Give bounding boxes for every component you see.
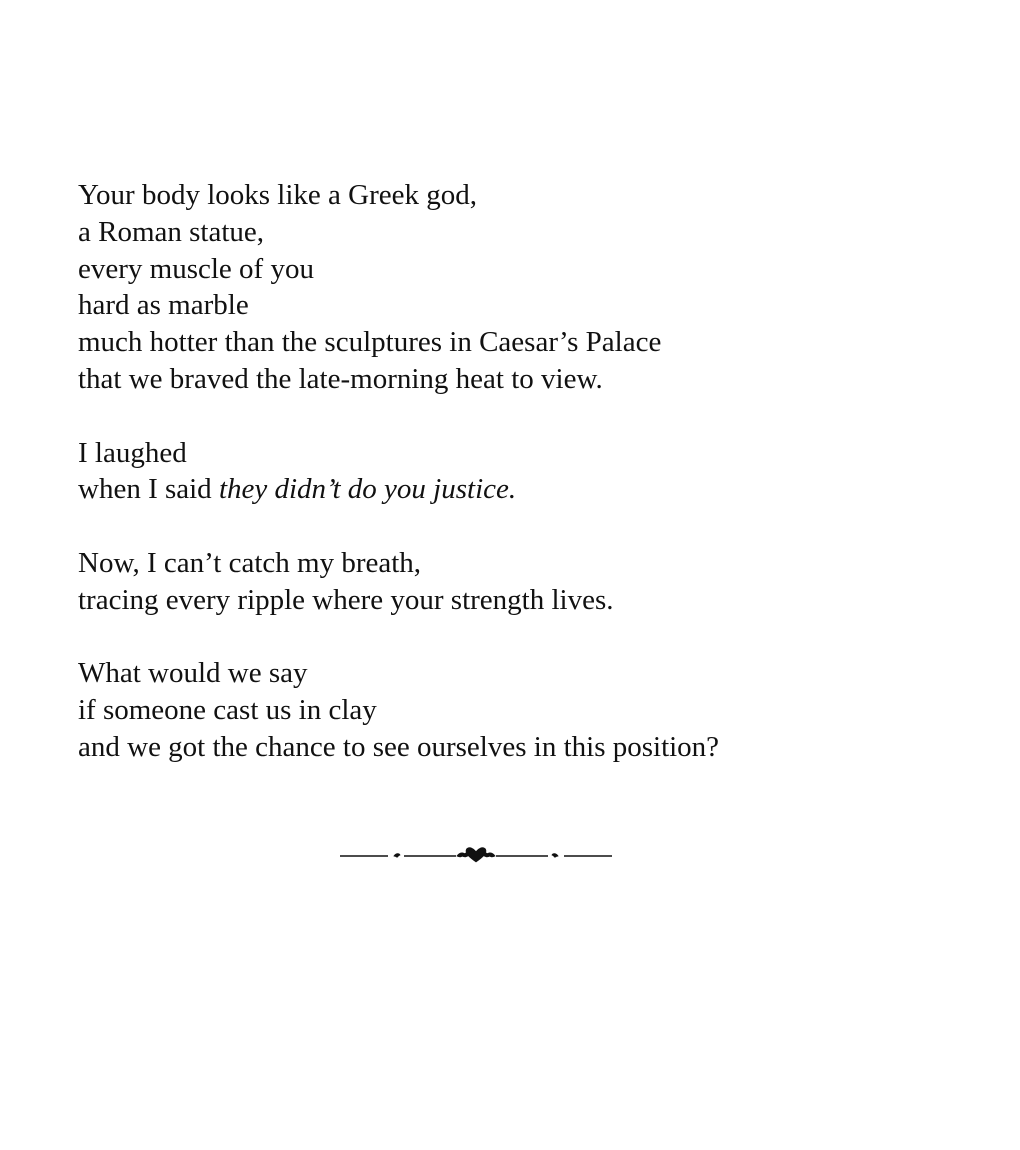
heart-flourish-divider-icon [338,842,614,870]
poem-line-prefix: when I said [78,473,219,506]
poem-line-italic-quote: they didn’t do you justice. [218,473,517,506]
poem-line: and we got the chance to see ourselves in this position? [78,730,720,763]
poem [78,177,978,803]
poem-line: What would we say [78,657,308,690]
poem-line: a Roman statue, [78,215,265,248]
poem-line: much hotter than the sculptures in Caesar’s Palace [78,326,662,359]
poem-line: tracing every ripple where your strength lives. [78,583,614,616]
poem-line: if someone cast us in clay [78,694,377,727]
poem-line: hard as marble [78,289,249,322]
poem-line: Your body looks like a Greek god, [78,179,477,211]
poem-line: that we braved the late-morning heat to view. [78,362,603,395]
poem-line-with-italic [78,471,978,508]
stanza-4 [78,655,978,765]
poem-line: I laughed [78,436,187,469]
poem-line: Now, I can’t catch my breath, [78,546,422,579]
stanza-2 [78,435,978,509]
stanza-1 [78,177,978,398]
stanza-3 [78,545,978,619]
poem-line: every muscle of you [78,252,314,285]
